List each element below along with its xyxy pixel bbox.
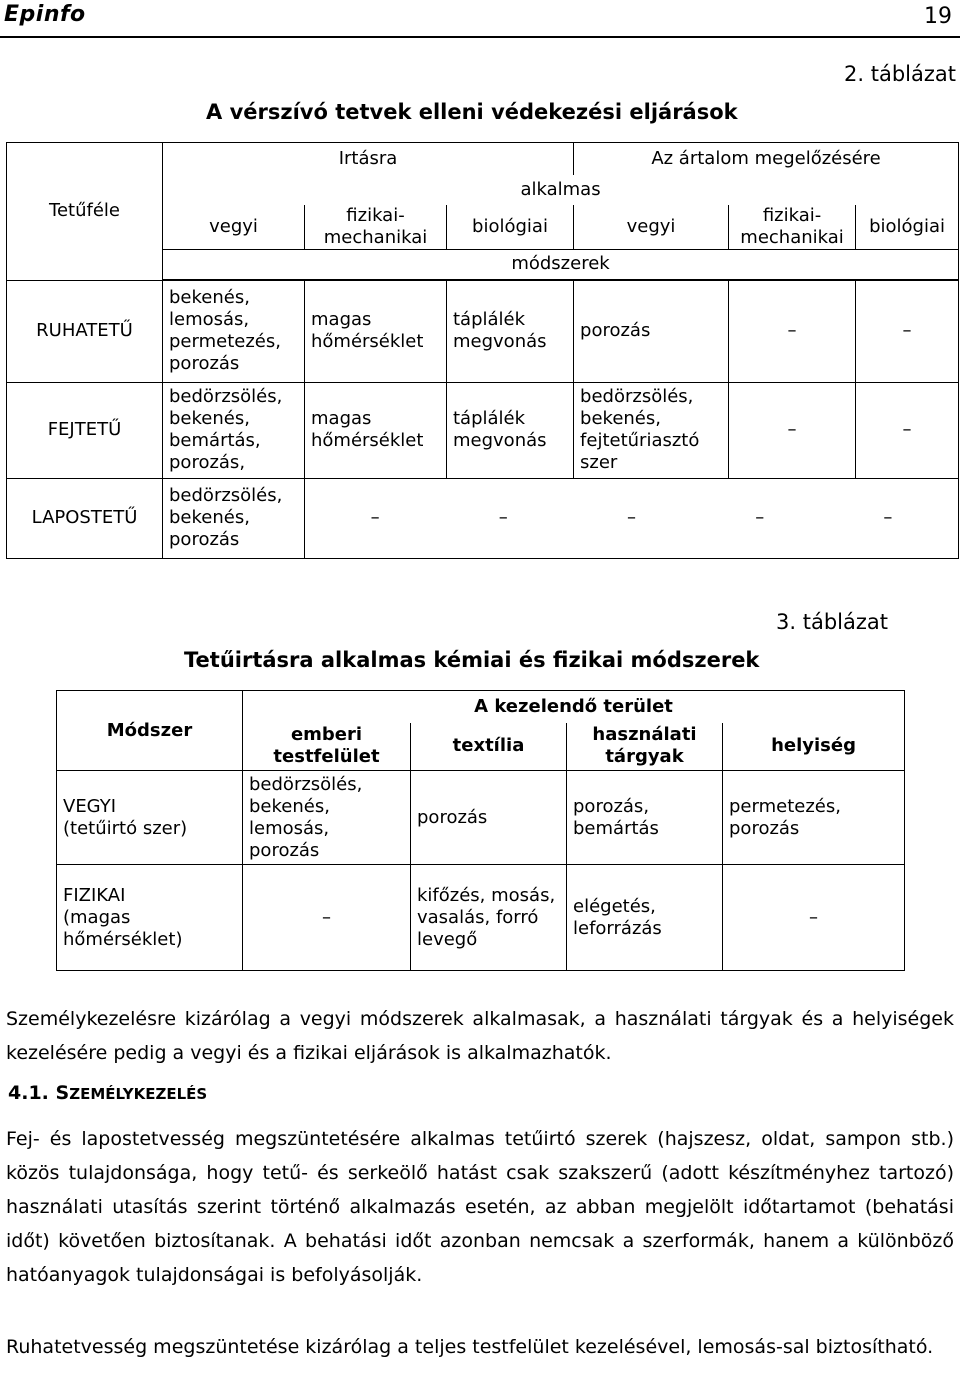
row-title: VEGYI [63,795,117,817]
header-artalom: Az ártalom megelőzésére [574,143,959,175]
cell-helyiseg: permetezés, porozás [723,771,905,865]
header-textilia: textília [411,723,567,771]
table-row [7,382,959,478]
section-heading [8,1082,207,1104]
dash: – [498,507,508,528]
cell-vegyi-2: porozás [574,280,729,382]
header-vegyi: vegyi [163,205,305,250]
row-subtitle: (tetűirtó szer) [63,817,188,839]
paragraph-3: Ruhatetvesség megszüntetése kizárólag a teljes testfelület kezelésével, lemosás-sal biztosítható. [6,1336,934,1358]
row-name [57,771,243,865]
table3-title: Tetűirtásra alkalmas kémiai és fizikai módszerek [184,648,760,672]
cell-vegyi: bedörzsölés, bekenés, porozás [163,478,305,558]
header-modszer: Módszer [57,691,243,771]
header-vegyi-2: vegyi [574,205,729,250]
cell-hasznalati: porozás, bemártás [567,771,723,865]
header-rule [0,36,960,38]
header-modszerek: módszerek [163,249,959,279]
row-title: FIZIKAI [63,884,126,906]
dash: – [370,507,380,528]
section-number: 4.1. [8,1082,49,1104]
row-subtitle: (magas hőmérséklet) [63,906,183,950]
dash: – [627,507,636,528]
cell-emberi: bedörzsölés, bekenés, lemosás, porozás [243,771,411,865]
table2-title: A vérszívó tetvek elleni védekezési eljárások [206,100,738,124]
header-tetufele: Tetűféle [7,143,163,281]
header-alkalmas: alkalmas [163,175,959,205]
table-row [7,280,959,382]
table3-caption: 3. táblázat [776,610,888,634]
row-name: LAPOSTETŰ [7,478,163,558]
table-row [57,865,905,971]
table2-caption: 2. táblázat [844,62,956,86]
header-fizikai-2: fizikai-mechanikai [729,205,856,250]
cell-fizikai-2: – [729,280,856,382]
cell-emberi: – [243,865,411,971]
cell-textilia: porozás [411,771,567,865]
cell-fizikai: magas hőmérséklet [305,280,447,382]
logo: Epinfo [4,2,86,27]
cell-biologiai: táplálék megvonás [447,280,574,382]
cell-fizikai: magas hőmérséklet [305,382,447,478]
row-name [57,865,243,971]
cell-biologiai: táplálék megvonás [447,382,574,478]
cell-biologiai-2: – [856,280,959,382]
header-emberi: emberi testfelület [243,723,411,771]
cell-vegyi-2: bedörzsölés, bekenés, fejtetűriasztó szer [574,382,729,478]
table-row [7,478,959,558]
section-title: SZEMÉLYKEZELÉS [55,1082,208,1104]
header-irtasra: Irtásra [163,143,574,175]
cell-vegyi: bedörzsölés, bekenés, bemártás, porozás, [163,382,305,478]
row-name: RUHATETŰ [7,280,163,382]
cell-dashes [305,478,959,558]
cell-textilia: kifőzés, mosás, vasalás, forró levegő [411,865,567,971]
cell-helyiseg: – [723,865,905,971]
table3 [56,690,905,971]
header-biologiai-2: biológiai [856,205,959,250]
paragraph-1: Személykezelésre kizárólag a vegyi módszerek alkalmasak, a használati tárgyak és a helyiségek kezelésére pedig a vegyi és a fizikai eljárások is alkalmazhatók. [6,1008,954,1064]
page-number: 19 [924,4,952,29]
header-terulet: A kezelendő terület [243,691,905,723]
header-hasznalati: használati tárgyak [567,723,723,771]
cell-vegyi: bekenés, lemosás, permetezés, porozás [163,280,305,382]
table2 [6,142,959,559]
header-fizikai: fizikai-mechanikai [305,205,447,250]
table-row [57,771,905,865]
cell-fizikai-2: – [729,382,856,478]
dash: – [755,507,765,528]
paragraph-2: Fej- és lapostetvesség megszüntetésére alkalmas tetűirtó szerek (hajszesz, oldat, sampon stb.) közös tulajdonsága, hogy tetű- és serkeölő hatást csak szakszerű (adott készítményhez tartozó) használati utasítás szerint történő alkalmazás esetén, az abban megjelölt időtartamot (behatási időt) követően biztosítanak. A behatási időt azonban nemcsak a szerformák, hanem a különböző hatóanyagok tulajdonságai is befolyásolják. [6,1128,954,1286]
row-name: FEJTETŰ [7,382,163,478]
cell-biologiai-2: – [856,382,959,478]
dash: – [883,507,893,528]
cell-hasznalati: elégetés, leforrázás [567,865,723,971]
header-biologiai: biológiai [447,205,574,250]
header-helyiseg: helyiség [723,723,905,771]
